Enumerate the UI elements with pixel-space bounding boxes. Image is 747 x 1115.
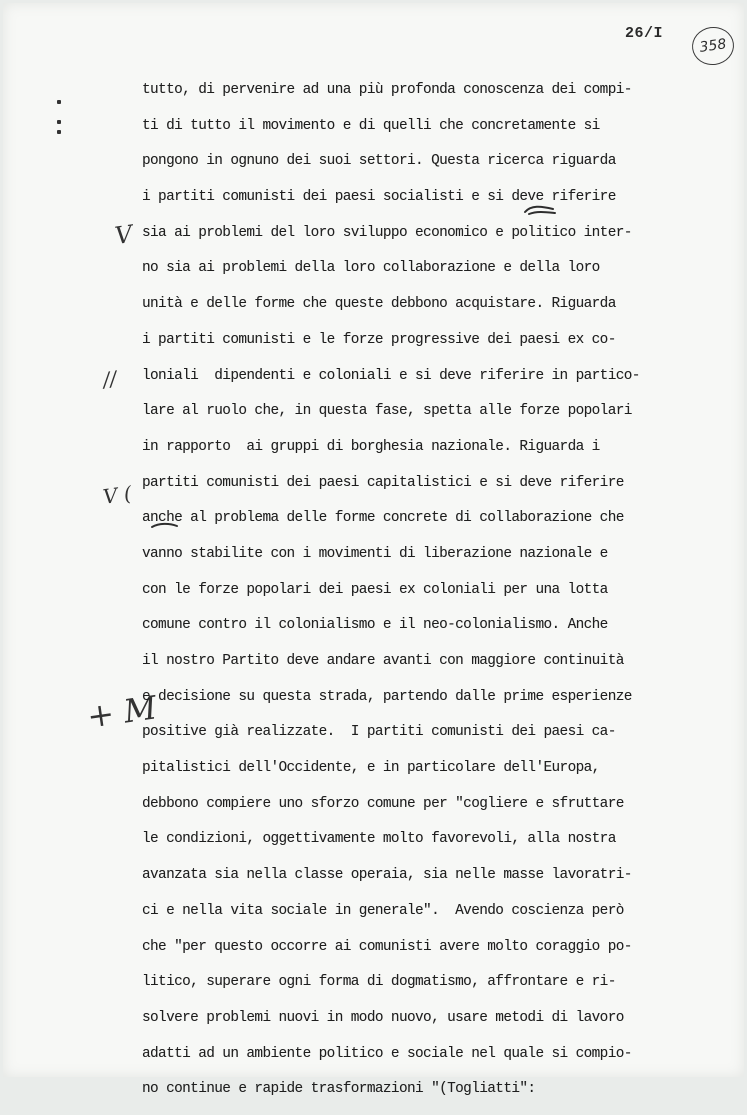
text-line: con le forze popolari dei paesi ex coloniali per una lotta — [142, 581, 608, 598]
text-line: sia ai problemi del loro sviluppo economico e politico inter- — [142, 224, 632, 241]
text-line: no continue e rapide trasformazioni "(Togliatti": — [142, 1081, 536, 1098]
text-line: solvere problemi nuovi in modo nuovo, usare metodi di lavoro — [142, 1009, 624, 1026]
text-line: comune contro il colonialismo e il neo-colonialismo. Anche — [142, 617, 608, 634]
archive-number: 358 — [698, 36, 728, 56]
text-line: pitalistici dell'Occidente, e in particolare dell'Europa, — [142, 760, 600, 777]
text-line: le condizioni, oggettivamente molto favorevoli, alla nostra — [142, 831, 616, 848]
text-line: pongono in ognuno dei suoi settori. Questa ricerca riguarda — [142, 153, 616, 170]
text-line: positive già realizzate. I partiti comunisti dei paesi ca- — [142, 724, 616, 741]
text-line: loniali dipendenti e coloniali e si deve riferire in partico- — [142, 367, 640, 384]
text-line: anche al problema delle forme concrete di collaborazione che — [142, 510, 624, 527]
margin-note-mark: V ( — [101, 481, 134, 509]
archive-number-stamp — [690, 24, 737, 67]
margin-note-check: V — [113, 219, 135, 251]
text-line: litico, superare ogni forma di dogmatismo, affrontare e ri- — [142, 974, 616, 991]
page-number: 26/I — [625, 25, 664, 42]
document-page — [3, 3, 744, 1098]
text-line: i partiti comunisti e le forze progressive dei paesi ex co- — [142, 331, 616, 348]
text-line: lare al ruolo che, in questa fase, spetta alle forze popolari — [142, 403, 632, 420]
margin-dots-mark — [57, 98, 63, 138]
text-line: che "per questo occorre ai comunisti avere molto coraggio po- — [142, 938, 632, 955]
text-line: no sia ai problemi della loro collaborazione e della loro — [142, 260, 600, 277]
text-line: avanzata sia nella classe operaia, sia nelle masse lavoratri- — [142, 867, 632, 884]
margin-note-double-stroke: // — [101, 366, 119, 392]
text-line: il nostro Partito deve andare avanti con maggiore continuità — [142, 653, 624, 669]
text-line: ti di tutto il movimento e di quelli che concretamente si — [142, 117, 600, 134]
margin-note-plus-mark: + M — [84, 688, 160, 736]
text-line: unità e delle forme che queste debbono acquistare. Riguarda — [142, 296, 616, 313]
typed-text-body — [142, 80, 702, 1115]
text-line: partiti comunisti dei paesi capitalistici e si deve riferire — [142, 474, 624, 491]
text-line: debbono compiere uno sforzo comune per "cogliere e sfruttare — [142, 795, 624, 812]
text-line: in rapporto ai gruppi di borghesia nazionale. Riguarda i — [142, 438, 600, 455]
text-line: i partiti comunisti dei paesi socialisti e si deve riferire — [142, 189, 616, 206]
text-line: tutto, di pervenire ad una più profonda conoscenza dei compi- — [142, 82, 632, 98]
text-line: e decisione su questa strada, partendo dalle prime esperienze — [142, 688, 632, 705]
text-line: ci e nella vita sociale in generale". Avendo coscienza però — [142, 902, 624, 919]
text-line: adatti ad un ambiente politico e sociale nel quale si compio- — [142, 1045, 632, 1062]
text-line: vanno stabilite con i movimenti di liberazione nazionale e — [142, 545, 608, 562]
